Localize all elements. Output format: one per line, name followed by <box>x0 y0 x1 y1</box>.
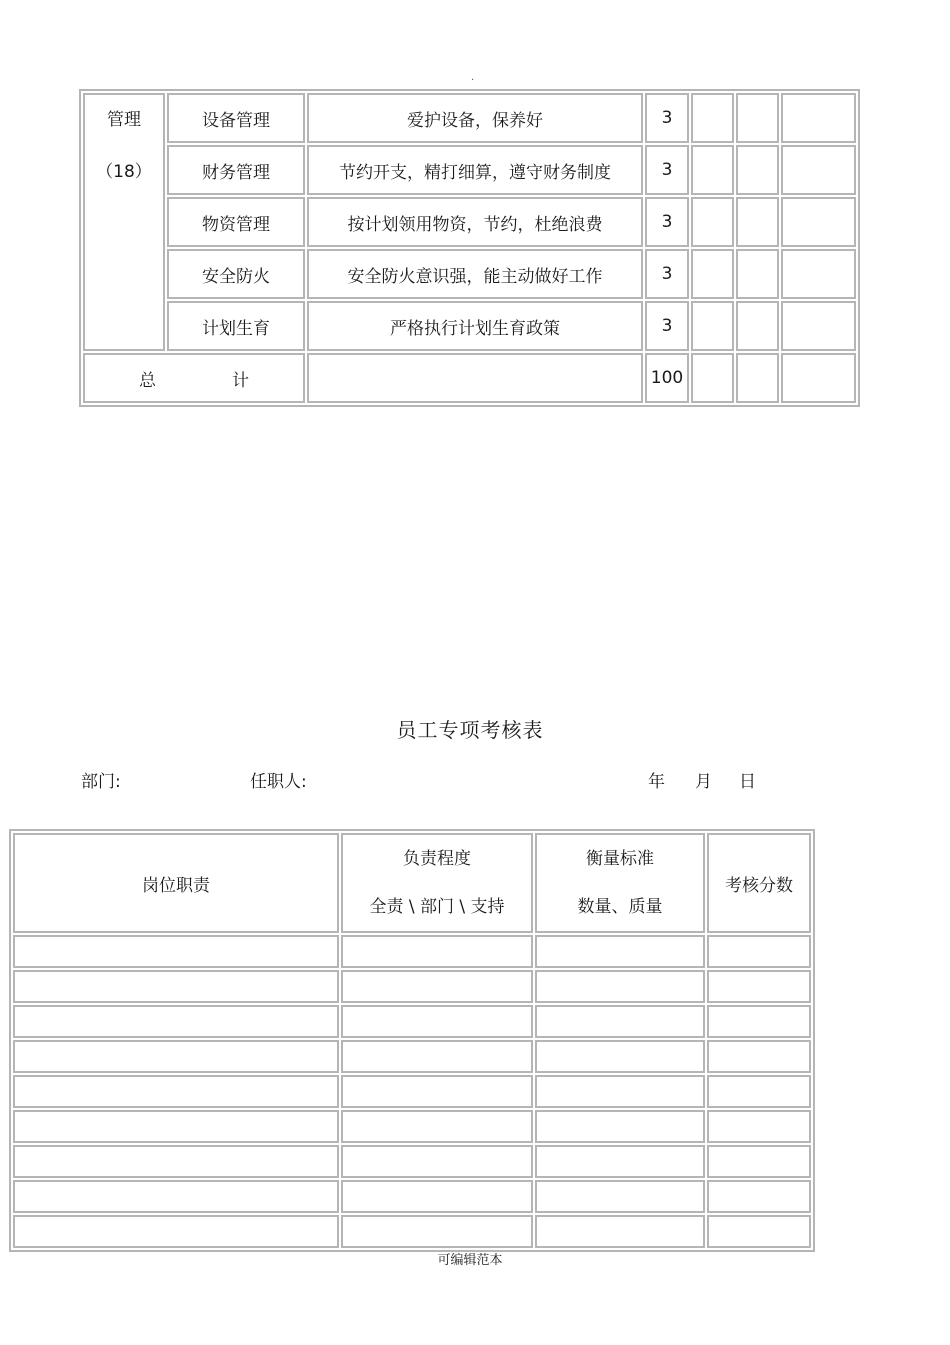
blank-cell[interactable] <box>13 1215 339 1248</box>
table-row <box>13 1005 811 1038</box>
table-row <box>13 1145 811 1178</box>
standard-header: 衡量标准 数量、质量 <box>535 833 705 933</box>
blank-cell[interactable] <box>691 301 734 351</box>
blank-cell[interactable] <box>341 1005 533 1038</box>
blank-cell[interactable] <box>535 1040 705 1073</box>
table-row <box>83 93 856 143</box>
blank-cell[interactable] <box>707 1075 811 1108</box>
standard-cell: 严格执行计划生育政策 <box>307 301 643 351</box>
responsibility-header: 负责程度 全责 \ 部门 \ 支持 <box>341 833 533 933</box>
blank-cell[interactable] <box>707 1040 811 1073</box>
item-cell: 安全防火 <box>167 249 305 299</box>
blank-cell[interactable] <box>13 1110 339 1143</box>
blank-cell[interactable] <box>13 1075 339 1108</box>
blank-cell[interactable] <box>781 249 856 299</box>
standard-cell: 节约开支，精打细算，遵守财务制度 <box>307 145 643 195</box>
form-title: 员工专项考核表 <box>396 718 544 742</box>
table-row <box>13 970 811 1003</box>
score-cell: 3 <box>645 93 689 143</box>
blank-cell[interactable] <box>781 145 856 195</box>
blank-cell[interactable] <box>341 1040 533 1073</box>
blank-cell[interactable] <box>691 93 734 143</box>
blank-cell[interactable] <box>707 1180 811 1213</box>
blank-cell[interactable] <box>707 1110 811 1143</box>
table-row <box>83 301 856 351</box>
total-score: 100 <box>645 353 689 403</box>
standard-cell: 安全防火意识强，能主动做好工作 <box>307 249 643 299</box>
blank-cell[interactable] <box>736 93 779 143</box>
table-row <box>13 1040 811 1073</box>
blank-cell[interactable] <box>707 1145 811 1178</box>
blank-cell[interactable] <box>13 1005 339 1038</box>
blank-cell[interactable] <box>691 353 734 403</box>
blank-cell[interactable] <box>707 1215 811 1248</box>
year-label: 年 <box>648 772 665 792</box>
blank-cell[interactable] <box>535 1005 705 1038</box>
page-marker: . <box>471 72 475 83</box>
employee-label: 任职人: <box>250 772 307 792</box>
blank-cell[interactable] <box>535 1180 705 1213</box>
blank-cell[interactable] <box>691 249 734 299</box>
table-row <box>13 1075 811 1108</box>
item-cell: 计划生育 <box>167 301 305 351</box>
blank-cell[interactable] <box>13 970 339 1003</box>
blank-cell[interactable] <box>781 301 856 351</box>
blank-cell[interactable] <box>13 1145 339 1178</box>
total-row <box>83 353 856 403</box>
category-cell <box>83 93 165 351</box>
item-cell: 设备管理 <box>167 93 305 143</box>
management-score-table <box>79 89 860 407</box>
blank-cell[interactable] <box>781 353 856 403</box>
footer-text: 可编辑范本 <box>437 1253 503 1268</box>
blank-cell[interactable] <box>13 935 339 968</box>
table-row <box>13 1110 811 1143</box>
blank-cell[interactable] <box>307 353 643 403</box>
category-label: 管理 <box>107 110 141 130</box>
score-cell: 3 <box>645 145 689 195</box>
blank-cell[interactable] <box>13 1040 339 1073</box>
blank-rows <box>13 935 811 1248</box>
category-score: （18） <box>96 162 152 182</box>
blank-cell[interactable] <box>691 145 734 195</box>
blank-cell[interactable] <box>736 249 779 299</box>
blank-cell[interactable] <box>535 935 705 968</box>
blank-cell[interactable] <box>707 970 811 1003</box>
blank-cell[interactable] <box>781 197 856 247</box>
blank-cell[interactable] <box>736 197 779 247</box>
standard-cell: 爱护设备，保养好 <box>307 93 643 143</box>
table-row <box>13 1180 811 1213</box>
blank-cell[interactable] <box>341 970 533 1003</box>
score-header: 考核分数 <box>707 833 811 933</box>
blank-cell[interactable] <box>535 970 705 1003</box>
day-label: 日 <box>739 772 756 792</box>
standard-sub: 数量、质量 <box>577 897 663 917</box>
blank-cell[interactable] <box>691 197 734 247</box>
blank-cell[interactable] <box>736 145 779 195</box>
score-cell: 3 <box>645 301 689 351</box>
blank-cell[interactable] <box>341 1075 533 1108</box>
blank-cell[interactable] <box>341 1110 533 1143</box>
blank-cell[interactable] <box>535 1110 705 1143</box>
header-row <box>13 833 811 933</box>
blank-cell[interactable] <box>13 1180 339 1213</box>
blank-cell[interactable] <box>707 935 811 968</box>
blank-cell[interactable] <box>707 1005 811 1038</box>
table-row <box>13 935 811 968</box>
blank-cell[interactable] <box>341 1180 533 1213</box>
duty-header: 岗位职责 <box>13 833 339 933</box>
blank-cell[interactable] <box>341 1215 533 1248</box>
score-cell: 3 <box>645 197 689 247</box>
month-label: 月 <box>695 772 712 792</box>
standard-cell: 按计划领用物资，节约，杜绝浪费 <box>307 197 643 247</box>
table-row <box>83 197 856 247</box>
total-label: 总 计 <box>83 353 305 403</box>
blank-cell[interactable] <box>736 353 779 403</box>
table-row <box>13 1215 811 1248</box>
appraisal-table <box>9 829 815 1252</box>
blank-cell[interactable] <box>736 301 779 351</box>
blank-cell[interactable] <box>781 93 856 143</box>
blank-cell[interactable] <box>341 1145 533 1178</box>
blank-cell[interactable] <box>535 1145 705 1178</box>
item-cell: 财务管理 <box>167 145 305 195</box>
responsibility-options: 全责 \ 部门 \ 支持 <box>369 897 505 917</box>
blank-cell[interactable] <box>341 935 533 968</box>
item-cell: 物资管理 <box>167 197 305 247</box>
table-row <box>83 249 856 299</box>
department-label: 部门: <box>81 772 121 792</box>
blank-cell[interactable] <box>535 1215 705 1248</box>
table-row <box>83 145 856 195</box>
score-cell: 3 <box>645 249 689 299</box>
blank-cell[interactable] <box>535 1075 705 1108</box>
